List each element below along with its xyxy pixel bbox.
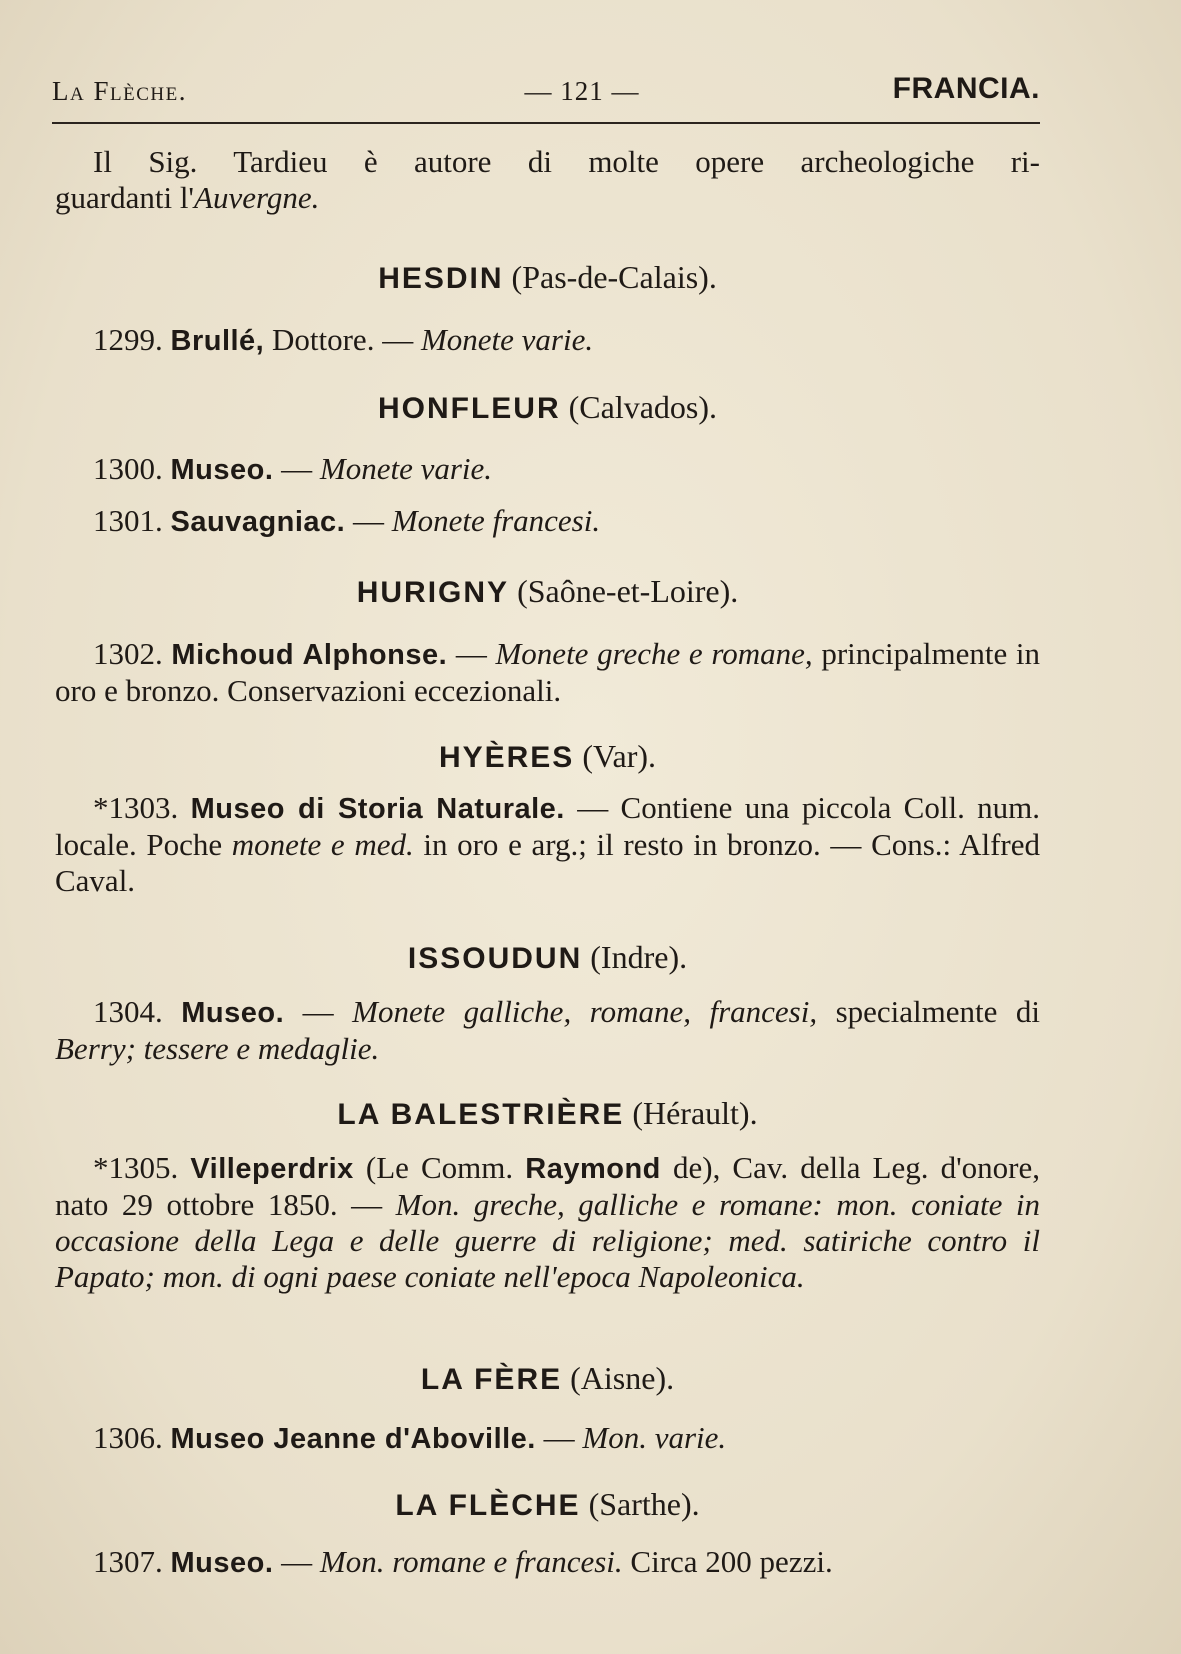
entry-text: (Le Comm. (353, 1150, 526, 1185)
entry-number: 1302. (93, 636, 163, 671)
collector-name: Villeperdrix (190, 1153, 354, 1185)
entry-italic: Monete francesi. (391, 503, 601, 538)
entry-1301 (55, 503, 1040, 540)
entry-number: 1306. (93, 1420, 163, 1455)
place-name: ISSOUDUN (407, 942, 583, 975)
collector-name: Brullé, (170, 325, 265, 357)
entry-italic: Monete varie. (420, 322, 594, 357)
page-number: — 121 — (524, 76, 640, 106)
entry-italic: Monete galliche, romane, francesi, (352, 994, 818, 1029)
entry-italic: monete e med. (231, 827, 414, 862)
entry-text: — (447, 636, 496, 671)
entry-1307 (55, 1544, 1040, 1581)
place-name: HESDIN (378, 262, 504, 295)
section-heading-issoudun (55, 938, 1040, 978)
place-name: HYÈRES (438, 741, 575, 774)
entry-number: *1303. (93, 790, 179, 825)
collector-name: Museo Jeanne d'Aboville. (170, 1423, 536, 1455)
entry-text: — (284, 994, 353, 1029)
entry-text: — Contiene una piccola Coll. num. locale. Poche (55, 790, 1041, 862)
entry-1302 (55, 636, 1040, 709)
entry-number: 1301. (93, 503, 163, 538)
entry-1300 (55, 451, 1040, 488)
place-name: LA FLÈCHE (395, 1489, 581, 1522)
header-left: La Flèche. (52, 76, 187, 106)
entry-text-rest: in oro e arg.; il resto in bronzo. — Cons.: Alfred Caval. (55, 827, 1040, 898)
entry-number: 1304. (93, 994, 163, 1029)
intro-line-1: Il Sig. Tardieu è autore di molte opere archeologiche ri- (93, 144, 1040, 179)
header-rule (52, 122, 1040, 124)
intro-line-2: guardanti l' (55, 180, 195, 215)
collector-name: Michoud Alphonse. (171, 639, 448, 671)
section-heading-la-fere (55, 1359, 1040, 1399)
collector-name: Museo di Storia Naturale. (190, 793, 565, 825)
entry-text: Dottore. — (264, 322, 421, 357)
entry-italic: Monete varie. (319, 451, 493, 486)
entry-number: 1299. (93, 322, 163, 357)
entry-number: 1300. (93, 451, 163, 486)
region-name: (Sarthe). (588, 1486, 700, 1522)
region-name: (Hérault). (632, 1095, 758, 1131)
collector-name: Sauvagniac. (170, 506, 346, 538)
entry-italic: Mon. greche, galliche e romane: mon. coniate in occasione della Lega e delle guerre di religione; med. satiriche contro il Papato; mon. di ogni paese coniate nell'epoca Napoleonica. (55, 1187, 1040, 1294)
entry-1304 (55, 994, 1040, 1067)
section-heading-la-fleche (55, 1485, 1040, 1525)
section-heading-honfleur (55, 388, 1040, 428)
entry-italic-2: Berry; tessere e medaglie. (55, 1031, 380, 1066)
entry-1299 (55, 322, 1040, 359)
section-heading-la-balestriere (55, 1094, 1040, 1134)
section-heading-hurigny (55, 572, 1040, 612)
header-right: FRANCIA. (892, 72, 1040, 105)
running-header (52, 72, 1040, 112)
entry-number: 1307. (93, 1544, 163, 1579)
entry-text-rest: principalmente in oro e bronzo. Conservazioni eccezionali. (55, 636, 1041, 708)
entry-text: — (535, 1420, 583, 1455)
collector-name-2: Raymond (525, 1153, 661, 1185)
place-name: LA FÈRE (420, 1363, 563, 1396)
intro-paragraph (55, 144, 1040, 216)
collector-name: Museo. (181, 997, 285, 1029)
section-heading-hesdin (55, 258, 1040, 298)
collector-name: Museo. (170, 1547, 274, 1579)
entry-text: — (273, 1544, 320, 1579)
entry-text: — (273, 451, 320, 486)
entry-text-rest: Circa 200 pezzi. (622, 1544, 833, 1579)
entry-text: — (345, 503, 392, 538)
entry-number: *1305. (93, 1150, 179, 1185)
place-name: HURIGNY (356, 576, 510, 609)
region-name: (Indre). (590, 939, 688, 975)
region-name: (Saône-et-Loire). (517, 573, 739, 609)
region-name: (Pas-de-Calais). (511, 259, 717, 295)
section-heading-hyeres (55, 737, 1040, 777)
entry-1305 (55, 1150, 1040, 1295)
place-name: LA BALESTRIÈRE (337, 1098, 625, 1131)
entry-1303 (55, 790, 1040, 899)
place-name: HONFLEUR (377, 392, 561, 425)
region-name: (Aisne). (570, 1360, 675, 1396)
entry-1306 (55, 1420, 1040, 1457)
intro-italic: Auvergne. (194, 180, 320, 215)
entry-text-mid: de), Cav. della Leg. d'onore, nato 29 ottobre 1850. — (55, 1150, 1041, 1222)
entry-italic: Mon. varie. (582, 1420, 727, 1455)
entry-italic: Monete greche e romane, (495, 636, 813, 671)
region-name: (Calvados). (568, 389, 718, 425)
entry-text-mid: specialmente di (817, 994, 1041, 1029)
region-name: (Var). (582, 738, 657, 774)
collector-name: Museo. (170, 454, 274, 486)
entry-italic: Mon. romane e francesi. (319, 1544, 623, 1579)
